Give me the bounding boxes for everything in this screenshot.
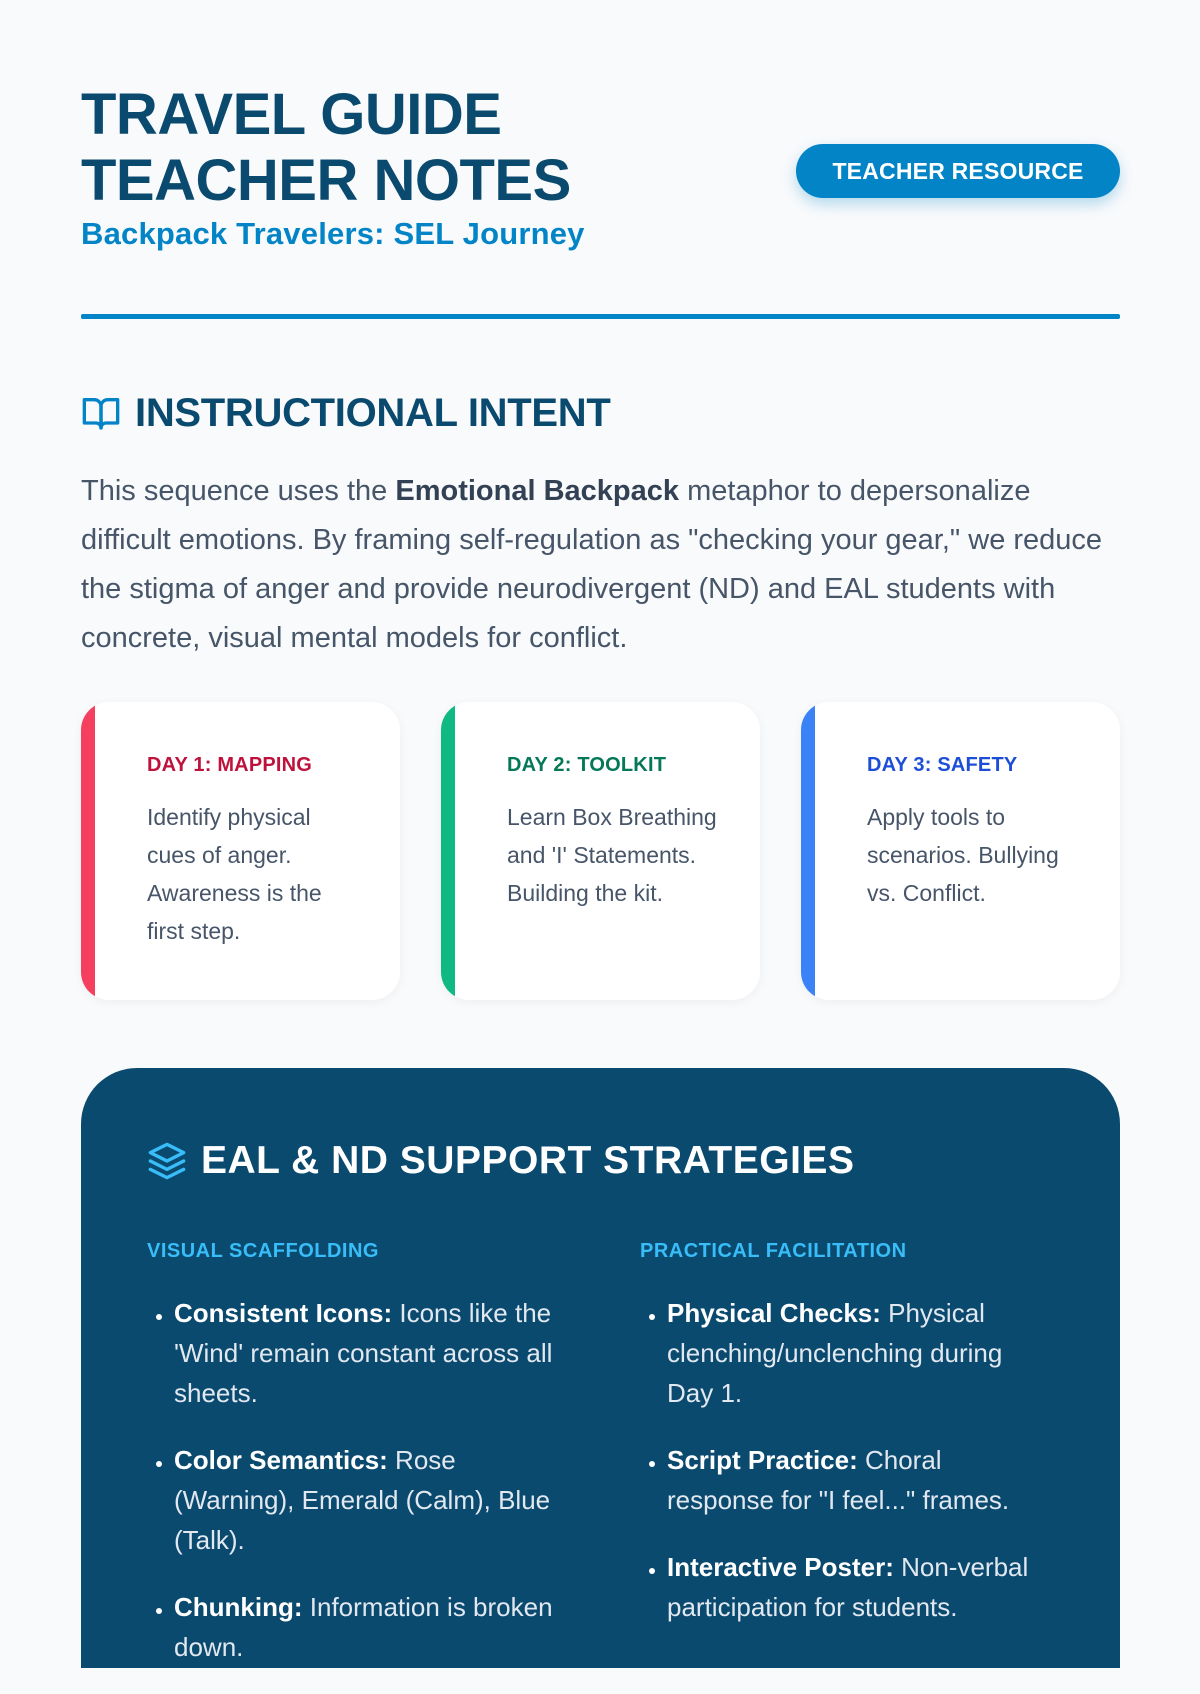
item-text: Rose (Warning), Emerald (Calm), Blue (Talk). (174, 1445, 551, 1555)
support-strategies-panel (81, 1068, 1120, 1668)
intent-paragraph (81, 467, 1120, 663)
visual-scaffolding-list (147, 1293, 559, 1667)
item-text: Information is broken down. (174, 1592, 553, 1662)
day-cards (81, 702, 1120, 1000)
list-item (667, 1440, 1052, 1520)
visual-scaffolding-column (147, 1240, 559, 1694)
practical-facilitation-column (640, 1240, 1052, 1654)
support-strategies-heading (147, 1136, 854, 1186)
section-title: INSTRUCTIONAL INTENT (135, 390, 611, 435)
layers-icon (147, 1141, 187, 1181)
page-title (81, 82, 571, 214)
page-header (81, 0, 1120, 320)
column-heading: PRACTICAL FACILITATION (640, 1240, 907, 1262)
list-item (174, 1293, 559, 1413)
day-card-text: Identify physical cues of anger. Awareness is the first step. (147, 804, 322, 944)
practical-facilitation-list (640, 1293, 1052, 1627)
list-item (667, 1293, 1052, 1413)
item-text: Physical clenching/unclenching during Day 1. (667, 1298, 1003, 1408)
day-card-1 (81, 702, 400, 1000)
page-subtitle: Backpack Travelers: SEL Journey (81, 216, 585, 251)
day-card-3 (801, 702, 1120, 1000)
item-label: Interactive Poster: (667, 1552, 894, 1582)
title-line-1: TRAVEL GUIDE (81, 82, 502, 147)
day-card-text: Apply tools to scenarios. Bullying vs. Conflict. (867, 804, 1059, 906)
list-item (174, 1587, 559, 1667)
intent-text-emphasis: Emotional Backpack (395, 475, 680, 507)
day-card-title: DAY 3: SAFETY (867, 754, 1018, 776)
intent-text-end: metaphor to depersonalize difficult emotions. By framing self-regulation as "checking your gear," we reduce the stigma of anger and provide neurodivergent (ND) and EAL students with concrete, visual mental models for conflict. (81, 475, 1103, 654)
item-label: Script Practice: (667, 1445, 858, 1475)
item-text: Choral response for "I feel..." frames. (667, 1445, 1010, 1515)
item-label: Consistent Icons: (174, 1298, 393, 1328)
title-line-2: TEACHER NOTES (81, 148, 571, 213)
column-heading: VISUAL SCAFFOLDING (147, 1240, 379, 1262)
day-card-text: Learn Box Breathing and 'I' Statements. Building the kit. (507, 804, 717, 906)
item-label: Physical Checks: (667, 1298, 881, 1328)
teacher-notes-page (81, 0, 1120, 1662)
list-item (174, 1440, 559, 1560)
panel-title: EAL & ND SUPPORT STRATEGIES (201, 1139, 855, 1182)
item-label: Color Semantics: (174, 1445, 388, 1475)
day-card-title: DAY 1: MAPPING (147, 754, 313, 776)
item-label: Chunking: (174, 1592, 303, 1622)
teacher-resource-badge: TEACHER RESOURCE (796, 144, 1120, 198)
instructional-intent-heading (81, 388, 610, 438)
item-text: Non-verbal participation for students. (667, 1552, 1029, 1622)
day-card-title: DAY 2: TOOLKIT (507, 754, 667, 776)
header-divider (81, 314, 1120, 319)
day-card-2 (441, 702, 760, 1000)
item-text: Icons like the 'Wind' remain constant across all sheets. (174, 1298, 553, 1408)
intent-text-start: This sequence uses the (81, 475, 396, 507)
list-item (667, 1547, 1052, 1627)
book-open-icon (81, 393, 121, 433)
